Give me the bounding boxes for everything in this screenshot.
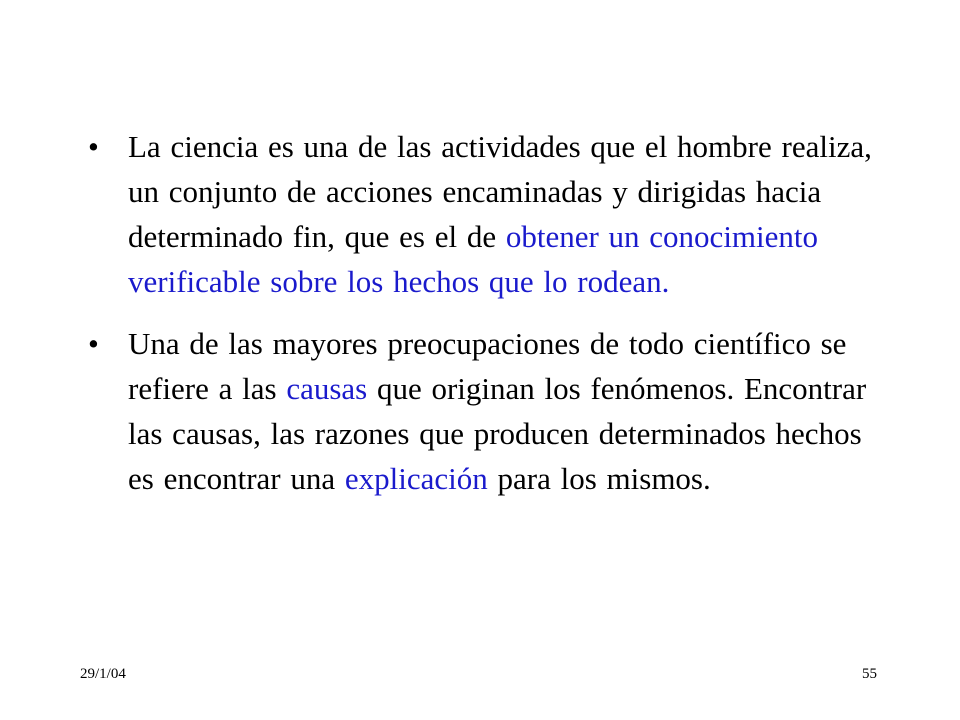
- bullet-icon: •: [88, 129, 99, 164]
- highlighted-text-explicacion: explicación: [344, 461, 488, 496]
- bullet-item-science-activity: [84, 124, 884, 304]
- footer-date: 29/1/04: [80, 666, 126, 682]
- slide-content: [84, 124, 884, 518]
- bullet-text: Una de las mayores preocupaciones de todo científico se refiere a las: [128, 326, 847, 406]
- highlighted-text: obtener un conocimiento verificable sobre los hechos que lo rodean.: [128, 219, 819, 299]
- highlighted-text-causas: causas: [286, 371, 368, 406]
- bullet-list: [84, 124, 884, 501]
- footer-page-number: 55: [862, 666, 877, 682]
- bullet-icon: •: [88, 326, 99, 361]
- bullet-item-scientific-causes: [84, 321, 884, 501]
- bullet-text: para los mismos.: [487, 461, 711, 496]
- bullet-text: La ciencia es una de las actividades que el hombre realiza, un conjunto de acciones encaminadas y dirigidas hacia determinado fin, que es el de: [128, 129, 872, 254]
- bullet-text: que originan los fenómenos. Encontrar las causas, las razones que producen determinados hechos es encontrar una: [128, 371, 867, 496]
